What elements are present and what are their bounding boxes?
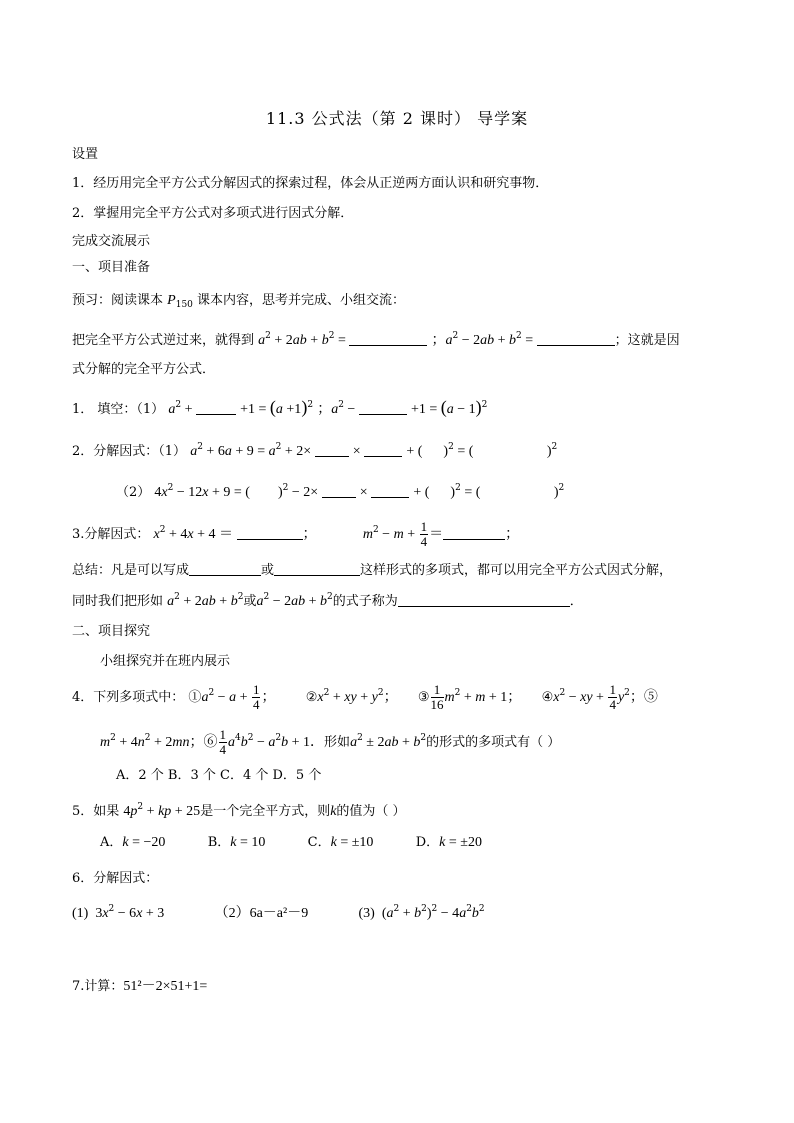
goal-1: 1．经历用完全平方公式分解因式的探索过程，体会从正逆两方面认识和研究事物． <box>72 176 549 191</box>
group-explore: 小组探究并在班内展示 <box>100 654 231 669</box>
question-2-1: 2．分解因式：（1） $a^2 + 6a + 9 = a^2 + 2\times$ × + ( )$^2$ = ( )$^2$ <box>72 442 558 459</box>
question-6-items: (1) $3x^2 - 6x + 3$ （2）6a－a²－9 (3) $(a^2 + b^2)^2 - 4a^2b^2$ <box>72 904 485 921</box>
question-2-2: （2） $4x^2 - 12x + 9$ = ( )$^2$ − 2× × + ( )$^2$ = ( )$^2$ <box>116 483 565 500</box>
question-3: 3.分解因式： $x^2 + 4x + 4$ ＝ ； $m^2 - m$ + $\frac{1}{4}$ ＝ ； <box>72 519 520 549</box>
reverse-formula-cont: 式分解的完全平方公式． <box>72 362 216 377</box>
question-1: 1． 填空：（1） $a^2$ + $+1 = (a +1)^2$ ；$a^2$ − $+1 = (a - 1)^2$ <box>72 397 488 417</box>
summary-line-2: 同时我们把形如 $a^2 + 2ab + b^2$或$a^2 - 2ab + b^2$的式子称为 ． <box>72 592 583 609</box>
goal-2: 2．掌握用完全平方公式对多项式进行因式分解． <box>72 206 354 221</box>
question-4-options: A．2 个 B．3 个 C．4 个 D．5 个 <box>116 768 322 783</box>
question-5-options: A．k = −20 B．k = 10 C．k = ±10 D．k = ±20 <box>100 835 482 850</box>
part1-heading: 一、项目准备 <box>72 260 151 275</box>
question-6: 6．分解因式： <box>72 871 159 886</box>
page-title: 11.3 公式法（第 2 课时） 导学案 <box>265 109 529 128</box>
preview-line: 预习：阅读课本 $P_{150}$ 课本内容，思考并完成、小组交流： <box>72 293 406 310</box>
question-7: 7.计算：51²－2×51+1= <box>72 979 208 994</box>
question-5: 5．如果 $4p^2$ + kp + 25是一个完全平方式，则k的值为（ ） <box>72 802 406 819</box>
question-4-cont: $m^2 + 4n^2 + 2mn$；⑥ $\frac{1}{4}$ $a^4b^2 - a^2b + 1$．形如$a^2 \pm 2ab + b^2$的形式的多项式有（ ） <box>100 727 561 757</box>
reverse-formula-line: 把完全平方公式逆过来，就得到 $a^2 + 2ab + b^2$ = ；$a^2 - 2ab + b^2$ = ；这就是因 <box>72 331 680 348</box>
question-4: 4．下列多项式中： $①a^2 - a$ + $\frac{1}{4}$ ； $②x^2$ + xy + $y^2$； ③ $\frac{1}{16}$ $m^2 + m + 1$； $④x^2$ − xy + $\frac{1}{4}$ $y^2$；⑤ <box>72 682 658 712</box>
section-setting: 设置 <box>72 147 99 162</box>
part2-heading: 二、项目探究 <box>72 624 151 639</box>
summary-line-1: 总结：凡是可以写成 或 这样形式的多项式，都可以用完全平方公式因式分解， <box>72 563 673 578</box>
section-display: 完成交流展示 <box>72 234 151 249</box>
